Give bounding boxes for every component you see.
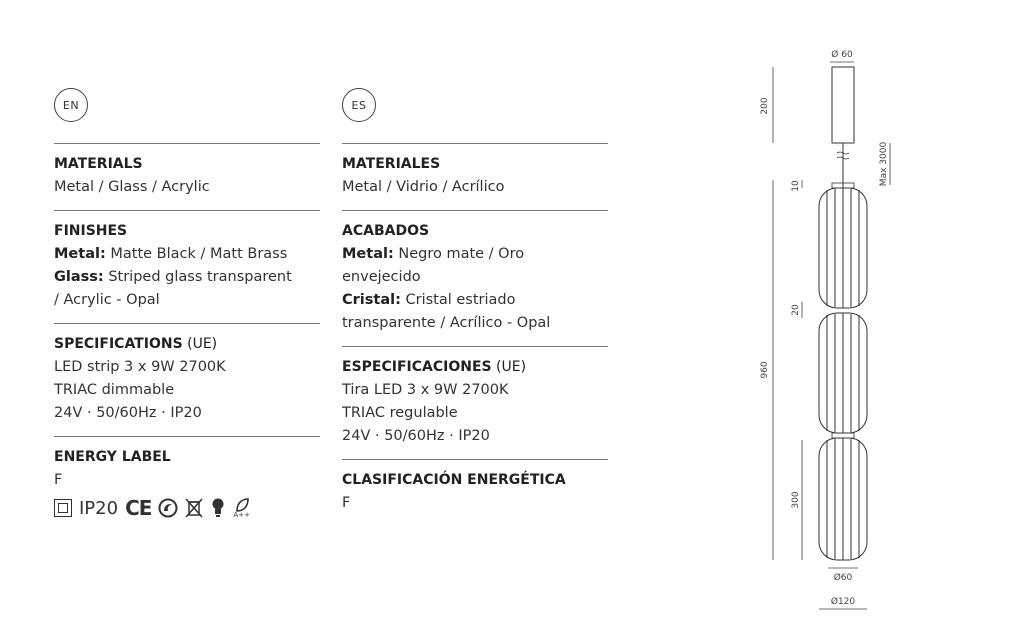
materiales-section (342, 143, 608, 210)
acabado-cristal-continued: transparente / Acrílico - Opal (342, 315, 551, 331)
acabado-metal-label: Metal: (342, 246, 394, 262)
gap-top-label: 10 (791, 180, 801, 192)
spec-line: LED strip 3 x 9W 2700K (54, 359, 226, 375)
canopy-height-label: 200 (760, 97, 770, 115)
segment-height-label: 300 (791, 491, 801, 509)
finish-glass (54, 266, 320, 289)
bottom-diameter-label: Ø60 (833, 573, 853, 583)
glass-segment-middle (819, 313, 867, 433)
clasificacion-value: F (342, 495, 351, 511)
materials-section (54, 143, 320, 210)
total-height-label: 960 (760, 361, 770, 379)
specifications-title: SPECIFICATIONS (54, 336, 183, 352)
spec-line: 24V · 50/60Hz · IP20 (54, 405, 202, 421)
finish-metal (54, 243, 320, 266)
finish-metal-label: Metal: (54, 246, 106, 262)
spec-line: 24V · 50/60Hz · IP20 (342, 428, 490, 444)
finishes-section (54, 210, 320, 323)
acabados-section (342, 210, 608, 346)
glass-segment-bottom (819, 438, 867, 560)
spec-line: TRIAC dimmable (54, 382, 175, 398)
spec-line: Tira LED 3 x 9W 2700K (342, 382, 509, 398)
green-dot-icon (158, 498, 178, 518)
finish-glass-value: Striped glass transparent (103, 269, 292, 285)
ip-rating: IP20 (79, 497, 119, 519)
gap-mid-label: 20 (791, 304, 801, 316)
weee-bin-icon (185, 497, 203, 519)
language-badge-es: ES (342, 88, 376, 122)
spanish-column (342, 88, 608, 526)
clasificacion-heading: CLASIFICACIÓN ENERGÉTICA (342, 472, 566, 488)
ce-icon: CE (125, 496, 152, 520)
materiales-value: Metal / Vidrio / Acrílico (342, 179, 505, 195)
top-diameter-label: Ø 60 (831, 50, 853, 60)
energy-leaf-icon (233, 498, 250, 519)
glass-segment-top (819, 188, 867, 308)
technical-drawing (740, 40, 910, 620)
finish-glass-continued: / Acrylic - Opal (54, 292, 160, 308)
english-column (54, 88, 320, 531)
spec-line: TRIAC regulable (342, 405, 458, 421)
finish-glass-label: Glass: (54, 269, 104, 285)
class-ii-icon (54, 499, 72, 517)
especificaciones-heading (342, 356, 608, 379)
materiales-heading: MATERIALES (342, 156, 441, 172)
especificaciones-title: ESPECIFICACIONES (342, 359, 492, 375)
specifications-suffix: (UE) (182, 336, 218, 352)
energy-class-mark: A++ (233, 510, 250, 519)
certification-icons (54, 496, 320, 520)
dimension-drawing (740, 40, 910, 620)
acabado-metal-value: Negro mate / Oro (393, 246, 525, 262)
finishes-heading: FINISHES (54, 223, 128, 239)
acabado-metal (342, 243, 608, 266)
especificaciones-section (342, 346, 608, 459)
outer-diameter-label: Ø120 (830, 597, 856, 607)
specifications-section (54, 323, 320, 436)
especificaciones-suffix: (UE) (491, 359, 527, 375)
acabado-metal-continued: envejecido (342, 269, 421, 285)
energy-value: F (54, 472, 63, 488)
acabado-cristal-label: Cristal: (342, 292, 401, 308)
finish-metal-value: Matte Black / Matt Brass (105, 246, 288, 262)
materials-heading: MATERIALS (54, 156, 143, 172)
acabado-cristal-value: Cristal estriado (400, 292, 516, 308)
led-bulb-icon (210, 497, 226, 519)
acabados-heading: ACABADOS (342, 223, 430, 239)
materials-value: Metal / Glass / Acrylic (54, 179, 210, 195)
canopy (832, 67, 854, 143)
cable-max-label: Max 3000 (879, 141, 889, 187)
energy-section (54, 436, 320, 531)
clasificacion-section (342, 459, 608, 526)
acabado-cristal (342, 289, 608, 312)
specifications-heading (54, 333, 320, 356)
language-badge-en: EN (54, 88, 88, 122)
energy-heading: ENERGY LABEL (54, 449, 171, 465)
